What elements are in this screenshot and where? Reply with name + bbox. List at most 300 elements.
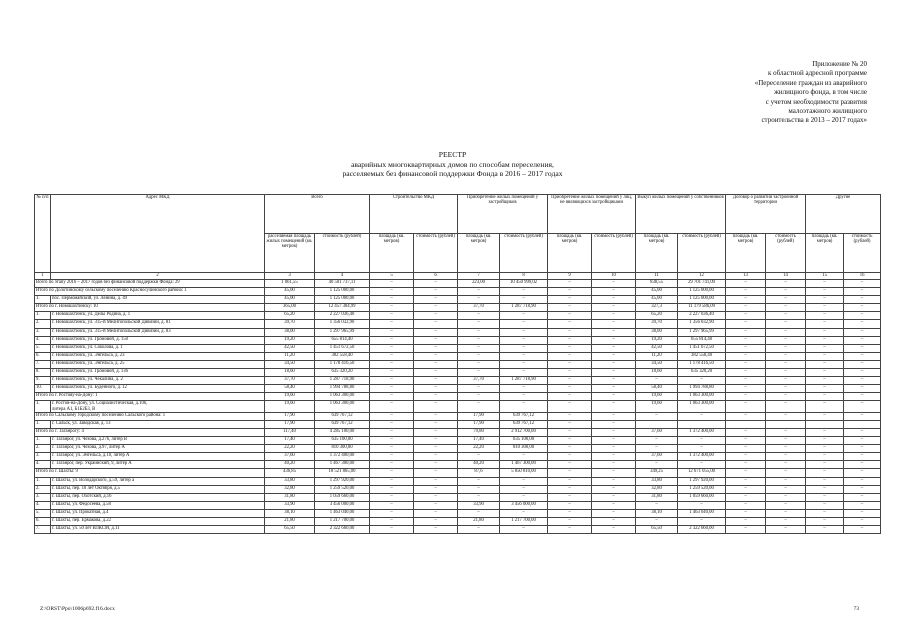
value-cell: 635 320,20 bbox=[315, 369, 370, 377]
column-number: 9 bbox=[548, 273, 592, 280]
value-cell: – bbox=[500, 360, 548, 368]
value-cell: – bbox=[766, 485, 806, 493]
address-text: г. Новошахтинск, ул. Громовой, д. 136 bbox=[52, 369, 128, 375]
value-cell: 21,80 bbox=[265, 518, 315, 526]
subheader-area: площадь (кв. метров) bbox=[548, 234, 592, 273]
value-cell: – bbox=[548, 288, 592, 296]
value-cell: – bbox=[458, 360, 500, 368]
value-cell: 639 767,12 bbox=[500, 420, 548, 428]
value-cell: – bbox=[766, 312, 806, 320]
table-row bbox=[35, 312, 881, 320]
value-cell: – bbox=[458, 393, 500, 401]
value-cell: – bbox=[766, 385, 806, 393]
value-cell: 19,60 bbox=[265, 401, 315, 412]
subheader-cost: стоимость (рублей) bbox=[678, 234, 726, 273]
value-cell: – bbox=[370, 352, 414, 360]
value-cell: – bbox=[458, 288, 500, 296]
value-cell: – bbox=[548, 369, 592, 377]
address-cell bbox=[51, 360, 265, 368]
row-number: 4. bbox=[35, 501, 51, 509]
value-cell: – bbox=[766, 526, 806, 534]
value-cell: – bbox=[500, 509, 548, 517]
value-cell: – bbox=[592, 461, 636, 469]
value-cell: – bbox=[458, 385, 500, 393]
value-cell: – bbox=[766, 352, 806, 360]
value-cell: – bbox=[678, 377, 726, 385]
column-number: 1 bbox=[35, 273, 51, 280]
value-cell: – bbox=[726, 328, 766, 336]
value-cell: 38,00 bbox=[265, 328, 315, 336]
value-cell: 19,60 bbox=[636, 393, 678, 401]
value-cell: – bbox=[414, 328, 458, 336]
subtotal-label: Итого по Сальскому городскому поселению Сальского района: 1 bbox=[35, 412, 265, 420]
value-cell: – bbox=[548, 328, 592, 336]
value-cell: – bbox=[844, 328, 881, 336]
value-cell: – bbox=[726, 369, 766, 377]
value-cell: – bbox=[370, 385, 414, 393]
value-cell: 1 467 300,00 bbox=[315, 461, 370, 469]
header-buyout: Выкуп жилых помещений у собственников bbox=[636, 195, 726, 234]
table-row bbox=[35, 445, 881, 453]
value-cell: – bbox=[766, 280, 806, 288]
table-row bbox=[35, 377, 881, 385]
value-cell: – bbox=[766, 493, 806, 501]
value-cell: – bbox=[500, 385, 548, 393]
value-cell: 1 372 400,00 bbox=[315, 453, 370, 461]
value-cell: – bbox=[500, 320, 548, 328]
address-text: г. Новошахтинск, ул. Энгельса, д. 23 bbox=[52, 352, 125, 358]
value-cell: 18,60 bbox=[636, 369, 678, 377]
value-cell: 1 451 672,50 bbox=[315, 344, 370, 352]
value-cell: 34,50 bbox=[636, 360, 678, 368]
row-number: 1. bbox=[35, 477, 51, 485]
value-cell: 45,00 bbox=[265, 296, 315, 304]
table-row bbox=[35, 344, 881, 352]
row-number: 4. bbox=[35, 461, 51, 469]
table-row bbox=[35, 453, 881, 461]
value-cell: – bbox=[370, 437, 414, 445]
subtotal-label: Всего по этапу 2016 – 2017 годов без финансовой поддержки Фонда: 29 bbox=[35, 280, 265, 288]
value-cell: – bbox=[370, 369, 414, 377]
value-cell: – bbox=[592, 296, 636, 304]
value-cell: – bbox=[766, 477, 806, 485]
value-cell: – bbox=[636, 518, 678, 526]
value-cell: 18 521 865,00 bbox=[315, 469, 370, 477]
value-cell: – bbox=[370, 412, 414, 420]
table-row bbox=[35, 401, 881, 412]
document-title bbox=[0, 150, 905, 179]
value-cell: – bbox=[766, 296, 806, 304]
value-cell: – bbox=[458, 320, 500, 328]
address-cell bbox=[51, 401, 265, 412]
row-number: 2. bbox=[35, 445, 51, 453]
address-text: г. Новошахтинск, ул. Громовой, д. 150 bbox=[52, 336, 128, 342]
value-cell: 2 322 660,00 bbox=[678, 526, 726, 534]
value-cell: – bbox=[370, 320, 414, 328]
footer-file-path: Z:\ORST\Ppo\1006p692.f16.docx bbox=[40, 606, 115, 612]
value-cell: 1 451 672,50 bbox=[678, 344, 726, 352]
value-cell: 3 456 000,00 bbox=[500, 501, 548, 509]
value-cell: – bbox=[844, 320, 881, 328]
value-cell: – bbox=[548, 385, 592, 393]
value-cell: – bbox=[592, 420, 636, 428]
value-cell: 33,80 bbox=[265, 477, 315, 485]
value-cell: – bbox=[636, 461, 678, 469]
value-cell: – bbox=[678, 518, 726, 526]
value-cell: – bbox=[766, 437, 806, 445]
value-cell: – bbox=[592, 453, 636, 461]
value-cell: – bbox=[414, 501, 458, 509]
value-cell: – bbox=[458, 328, 500, 336]
row-number: 2. bbox=[35, 320, 51, 328]
appendix-line: «Переселение граждан из аварийного bbox=[754, 78, 867, 87]
value-cell: – bbox=[548, 280, 592, 288]
subheader-area: площадь (кв. метров) bbox=[806, 234, 844, 273]
column-number: 11 bbox=[636, 273, 678, 280]
value-cell: – bbox=[726, 445, 766, 453]
value-cell: 19,60 bbox=[265, 393, 315, 401]
value-cell: – bbox=[592, 501, 636, 509]
value-cell: – bbox=[726, 280, 766, 288]
address-cell bbox=[51, 461, 265, 469]
value-cell: 635 100,00 bbox=[315, 437, 370, 445]
value-cell: – bbox=[592, 312, 636, 320]
value-cell: – bbox=[844, 385, 881, 393]
address-text: г. Новошахтинск, ул. Энгельса, д. 25 bbox=[52, 360, 125, 366]
value-cell: – bbox=[414, 336, 458, 344]
value-cell: 17,90 bbox=[265, 420, 315, 428]
value-cell: – bbox=[806, 526, 844, 534]
value-cell: 39,70 bbox=[265, 320, 315, 328]
row-number: 1. bbox=[35, 420, 51, 428]
value-cell: – bbox=[458, 477, 500, 485]
value-cell: – bbox=[726, 352, 766, 360]
value-cell: – bbox=[370, 477, 414, 485]
table-row bbox=[35, 320, 881, 328]
value-cell: – bbox=[592, 320, 636, 328]
value-cell: – bbox=[844, 280, 881, 288]
value-cell: – bbox=[500, 352, 548, 360]
subtotal-label: Итого по Долотинскому сельскому поселению Красносулинского района: 1 bbox=[35, 288, 265, 296]
value-cell: – bbox=[844, 518, 881, 526]
value-cell: 2 322 660,00 bbox=[315, 526, 370, 534]
value-cell: – bbox=[548, 360, 592, 368]
value-cell: – bbox=[548, 401, 592, 412]
value-cell: – bbox=[844, 344, 881, 352]
value-cell: – bbox=[370, 336, 414, 344]
value-cell: 810 300,00 bbox=[315, 445, 370, 453]
row-number: 1. bbox=[35, 401, 51, 412]
value-cell: 3 456 000,00 bbox=[315, 501, 370, 509]
value-cell: 40,20 bbox=[265, 461, 315, 469]
value-cell: – bbox=[806, 328, 844, 336]
value-cell: – bbox=[844, 304, 881, 312]
value-cell: 639 767,12 bbox=[315, 420, 370, 428]
value-cell: – bbox=[414, 509, 458, 517]
value-cell: 65,50 bbox=[265, 526, 315, 534]
value-cell: 2 227 036,40 bbox=[678, 312, 726, 320]
value-cell: – bbox=[636, 445, 678, 453]
value-cell: – bbox=[500, 493, 548, 501]
value-cell: 1 287 718,90 bbox=[500, 377, 548, 385]
value-cell: 223,00 bbox=[458, 280, 500, 288]
value-cell: – bbox=[458, 526, 500, 534]
value-cell: – bbox=[500, 393, 548, 401]
value-cell: – bbox=[766, 401, 806, 412]
value-cell: – bbox=[636, 412, 678, 420]
value-cell: 1 063 300,00 bbox=[315, 401, 370, 412]
value-cell: – bbox=[806, 312, 844, 320]
address-text: г. Шахты, ул. Володарского, д.59, литер а bbox=[52, 477, 135, 483]
value-cell: – bbox=[806, 288, 844, 296]
row-number: 10. bbox=[35, 385, 51, 393]
value-cell: – bbox=[458, 336, 500, 344]
value-cell: – bbox=[548, 312, 592, 320]
address-text: г. Шахты, пер. Охотский, д.16 bbox=[52, 493, 112, 499]
appendix-line: Приложение № 20 bbox=[812, 60, 867, 68]
address-text: г. Новошахтинск, ул. Соколова, д. 1 bbox=[52, 344, 123, 350]
value-cell: 1 178 416,50 bbox=[315, 360, 370, 368]
value-cell: – bbox=[806, 429, 844, 437]
value-cell: 1 287 718,90 bbox=[315, 377, 370, 385]
value-cell: – bbox=[458, 509, 500, 517]
row-number: 5. bbox=[35, 509, 51, 517]
value-cell: 45,00 bbox=[636, 288, 678, 296]
value-cell: – bbox=[592, 437, 636, 445]
value-cell: – bbox=[592, 280, 636, 288]
subheader-area: площадь (кв. метров) bbox=[726, 234, 766, 273]
value-cell: – bbox=[844, 429, 881, 437]
value-cell: – bbox=[592, 518, 636, 526]
value-cell: 1 297 920,00 bbox=[315, 477, 370, 485]
value-cell: 838,55 bbox=[636, 280, 678, 288]
value-cell: – bbox=[844, 477, 881, 485]
value-cell: – bbox=[636, 437, 678, 445]
address-text: г. Таганрог, ул. Чехова, д.97, литер А bbox=[52, 445, 125, 451]
value-cell: – bbox=[370, 445, 414, 453]
value-cell: – bbox=[414, 344, 458, 352]
value-cell: – bbox=[548, 469, 592, 477]
subheader-cost: стоимость (рублей) bbox=[844, 234, 881, 273]
value-cell: – bbox=[592, 412, 636, 420]
value-cell: – bbox=[458, 485, 500, 493]
value-cell: 1 217 700,00 bbox=[315, 518, 370, 526]
value-cell: – bbox=[414, 485, 458, 493]
value-cell: – bbox=[766, 377, 806, 385]
header-contract: Договор о развитии застроенной территории bbox=[726, 195, 806, 234]
value-cell: 639 767,12 bbox=[500, 412, 548, 420]
value-cell: – bbox=[548, 518, 592, 526]
value-cell: – bbox=[370, 453, 414, 461]
value-cell: – bbox=[500, 312, 548, 320]
appendix-line: жилищного фонда, в том числе bbox=[774, 88, 867, 97]
value-cell: 4 285 100,00 bbox=[315, 429, 370, 437]
value-cell: – bbox=[370, 485, 414, 493]
subheader-cost: стоимость (рублей) bbox=[766, 234, 806, 273]
value-cell: – bbox=[844, 501, 881, 509]
value-cell: – bbox=[806, 393, 844, 401]
value-cell bbox=[678, 420, 726, 428]
value-cell: 327,3 bbox=[636, 304, 678, 312]
value-cell: – bbox=[766, 469, 806, 477]
row-number: 3. bbox=[35, 328, 51, 336]
value-cell: 12 457 304,99 bbox=[315, 304, 370, 312]
value-cell: – bbox=[844, 453, 881, 461]
title-line-2: аварийных многоквартирных домов по способам переселения, bbox=[351, 159, 554, 169]
value-cell: – bbox=[458, 296, 500, 304]
subheader-cost: стоимость (рублей) bbox=[414, 234, 458, 273]
value-cell: 17,40 bbox=[265, 437, 315, 445]
column-number: 8 bbox=[500, 273, 548, 280]
value-cell: – bbox=[592, 288, 636, 296]
value-cell: – bbox=[414, 296, 458, 304]
value-cell: – bbox=[678, 437, 726, 445]
value-cell: – bbox=[726, 437, 766, 445]
address-cell bbox=[51, 518, 265, 526]
row-number: 7. bbox=[35, 360, 51, 368]
value-cell: – bbox=[548, 320, 592, 328]
table-row bbox=[35, 296, 881, 304]
address-cell bbox=[51, 420, 265, 428]
value-cell: 19,20 bbox=[636, 336, 678, 344]
column-number: 10 bbox=[592, 273, 636, 280]
value-cell: 37,70 bbox=[458, 377, 500, 385]
value-cell: – bbox=[806, 296, 844, 304]
value-cell: 79,80 bbox=[458, 429, 500, 437]
value-cell bbox=[806, 420, 844, 428]
value-cell: – bbox=[414, 304, 458, 312]
value-cell: – bbox=[414, 453, 458, 461]
value-cell: – bbox=[726, 288, 766, 296]
value-cell: 810 300,00 bbox=[500, 445, 548, 453]
value-cell: 1 125 000,00 bbox=[315, 296, 370, 304]
value-cell: 1 217 700,00 bbox=[500, 518, 548, 526]
value-cell: – bbox=[726, 493, 766, 501]
row-number: 5. bbox=[35, 344, 51, 352]
header-build: Строительство МКД bbox=[370, 195, 458, 234]
value-cell: – bbox=[458, 369, 500, 377]
value-cell: – bbox=[548, 461, 592, 469]
column-numbers-row bbox=[35, 273, 881, 280]
value-cell: 1 356 032,90 bbox=[315, 320, 370, 328]
value-cell: – bbox=[458, 312, 500, 320]
value-cell: 17,90 bbox=[458, 412, 500, 420]
value-cell: – bbox=[806, 377, 844, 385]
value-cell: 1 994 788,80 bbox=[315, 385, 370, 393]
value-cell: – bbox=[500, 526, 548, 534]
value-cell: – bbox=[844, 393, 881, 401]
subtotal-row bbox=[35, 280, 881, 288]
value-cell: – bbox=[414, 437, 458, 445]
value-cell: – bbox=[766, 288, 806, 296]
value-cell: – bbox=[370, 328, 414, 336]
subtotal-row bbox=[35, 304, 881, 312]
value-cell: – bbox=[678, 461, 726, 469]
value-cell: – bbox=[592, 401, 636, 412]
value-cell: – bbox=[726, 453, 766, 461]
address-cell bbox=[51, 437, 265, 445]
value-cell: 655 814,40 bbox=[678, 336, 726, 344]
header-buy-nondevelopers: Приобретение жилых помещений у лиц, не являющихся застройщиками bbox=[548, 195, 636, 234]
column-number: 4 bbox=[315, 273, 370, 280]
value-cell: 1 297 965,99 bbox=[315, 328, 370, 336]
value-cell: 1 297 920,00 bbox=[678, 477, 726, 485]
value-cell: 58,40 bbox=[265, 385, 315, 393]
value-cell: – bbox=[806, 344, 844, 352]
value-cell: – bbox=[548, 437, 592, 445]
value-cell: – bbox=[414, 352, 458, 360]
value-cell: – bbox=[844, 461, 881, 469]
value-cell: – bbox=[726, 312, 766, 320]
value-cell: – bbox=[370, 461, 414, 469]
value-cell: – bbox=[806, 336, 844, 344]
address-text: г. Новошахтинск, ул. 315-й Мелитопольской Дивизии, д. 83 bbox=[52, 328, 171, 334]
registry-table bbox=[34, 194, 881, 534]
value-cell: 382 558,40 bbox=[678, 352, 726, 360]
value-cell: – bbox=[414, 288, 458, 296]
row-number: 3. bbox=[35, 453, 51, 461]
value-cell: – bbox=[726, 344, 766, 352]
value-cell: – bbox=[844, 412, 881, 420]
table-row bbox=[35, 493, 881, 501]
appendix-line: строительства в 2013 – 2017 годах» bbox=[761, 116, 867, 125]
value-cell: 65,20 bbox=[636, 312, 678, 320]
address-text: г. Ростов-на-Дону, ул. Социалистическая, д.106, bbox=[52, 401, 148, 407]
value-cell: – bbox=[370, 526, 414, 534]
table-row bbox=[35, 360, 881, 368]
address-text: г. Таганрог, ул. Чехова, д.276, литер В bbox=[52, 437, 128, 443]
value-cell: – bbox=[548, 377, 592, 385]
table-row bbox=[35, 437, 881, 445]
value-cell: – bbox=[726, 320, 766, 328]
value-cell bbox=[766, 420, 806, 428]
value-cell: – bbox=[548, 493, 592, 501]
value-cell: 5 850 810,00 bbox=[500, 469, 548, 477]
column-number: 7 bbox=[458, 273, 500, 280]
value-cell: – bbox=[414, 393, 458, 401]
value-cell: 58,40 bbox=[636, 385, 678, 393]
value-cell: – bbox=[592, 509, 636, 517]
value-cell: – bbox=[844, 526, 881, 534]
address-text: г. Шахты, пер. Ермакова, д.22 bbox=[52, 518, 111, 524]
subheader-cost: стоимость (рублей) bbox=[592, 234, 636, 273]
value-cell: – bbox=[844, 437, 881, 445]
value-cell: – bbox=[806, 485, 844, 493]
address-cell bbox=[51, 509, 265, 517]
address-text: г. Шахты, пер. 10 лет Октября, д.5 bbox=[52, 485, 120, 491]
value-cell: 17,90 bbox=[265, 412, 315, 420]
value-cell: 349,25 bbox=[636, 469, 678, 477]
value-cell: 2 227 036,40 bbox=[315, 312, 370, 320]
value-cell: – bbox=[726, 304, 766, 312]
value-cell: 11,20 bbox=[265, 352, 315, 360]
value-cell: – bbox=[844, 296, 881, 304]
row-number: 8. bbox=[35, 369, 51, 377]
value-cell: 19,60 bbox=[636, 401, 678, 412]
row-number: 2. bbox=[35, 485, 51, 493]
value-cell: – bbox=[592, 485, 636, 493]
address-text: г. Шахты, ул. Федосеева, д.58 bbox=[52, 501, 111, 507]
column-number: 13 bbox=[726, 273, 766, 280]
value-cell: 11,20 bbox=[636, 352, 678, 360]
value-cell: – bbox=[592, 526, 636, 534]
value-cell: 18,60 bbox=[265, 369, 315, 377]
subtotal-label: Итого по г. Новошахтинску: 10 bbox=[35, 304, 265, 312]
value-cell: 17,90 bbox=[458, 420, 500, 428]
value-cell: – bbox=[370, 312, 414, 320]
value-cell: 1 467 300,00 bbox=[500, 461, 548, 469]
value-cell bbox=[726, 420, 766, 428]
